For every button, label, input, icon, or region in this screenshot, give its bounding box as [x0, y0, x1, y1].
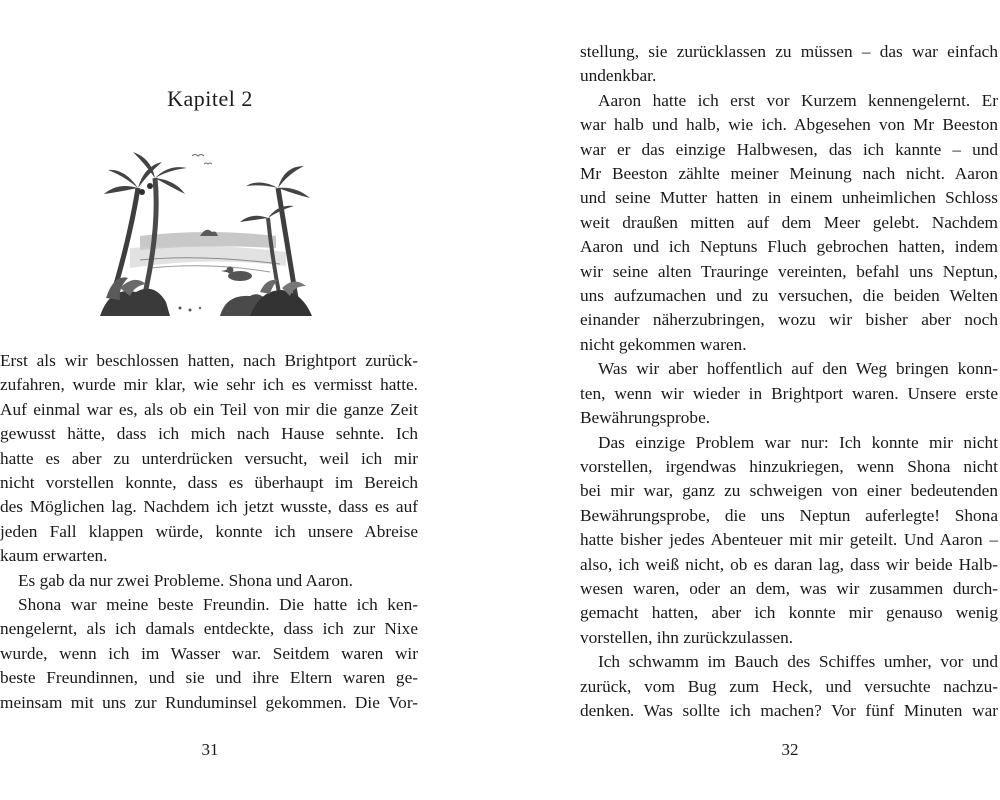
text-line: beste Freundinnen, und sie und ihre Eltern waren ge-	[0, 668, 418, 688]
paragraph	[0, 349, 418, 569]
text-line: uns aufzumachen und zu versuchen, die beiden Welten	[580, 286, 998, 306]
text-line: gemacht hatten, aber ich konnte mir genauso wenig	[580, 603, 998, 623]
text-line: undenkbar.	[580, 66, 657, 86]
text-line: gewusst hätte, dass ich mich nach Hause sehnte. Ich	[0, 424, 418, 444]
text-line: des Möglichen lag. Nachdem ich jetzt wusste, dass es auf	[0, 497, 418, 517]
paragraph	[580, 650, 998, 723]
text-line: jeden Fall klappen würde, konnte ich unsere Abreise	[0, 521, 418, 541]
text-line: denken. Was sollte ich machen? Vor fünf Minuten war	[580, 700, 998, 720]
text-line: ten, wenn wir wieder in Brightport waren. Unsere erste	[580, 383, 998, 403]
paragraph	[580, 40, 998, 89]
text-line: Mr Beeston zählte meiner Meinung nach nicht. Aaron	[580, 164, 998, 184]
text-line: bei mir war, ganz zu schweigen von einer bedeutenden	[580, 481, 998, 501]
text-line: meinsam mit uns zur Runduminsel gekommen. Die Vor-	[0, 692, 418, 712]
text-line: also, ich weiß nicht, ob es daran lag, dass wir beide Halb-	[580, 554, 998, 574]
tropical-beach-illustration-icon	[100, 148, 316, 316]
text-line: hatte es aber zu unterdrücken versucht, weil ich mir	[0, 448, 418, 468]
text-line: Bewährungsprobe, die uns Neptun auferlegte! Shona	[580, 505, 998, 525]
page-number: 32	[781, 740, 799, 759]
paragraph	[580, 357, 998, 430]
text-line: stellung, sie zurücklassen zu müssen – das war einfach	[580, 42, 998, 61]
text-line: Ich schwamm im Bauch des Schiffes umher, vor und	[598, 652, 998, 672]
left-page-body-text	[0, 349, 418, 715]
paragraph	[0, 569, 418, 593]
paragraph	[580, 431, 998, 651]
text-line: Erst als wir beschlossen hatten, nach Brightport zurück-	[0, 351, 418, 370]
paragraph	[0, 593, 418, 715]
page-number: 31	[201, 740, 219, 759]
paragraph	[580, 89, 998, 357]
chapter-title: Kapitel 2	[167, 86, 253, 111]
text-line: nicht gekommen waren.	[580, 334, 747, 354]
text-line: einander näherzubringen, wozu wir bisher aber noch	[580, 310, 998, 330]
right-page	[580, 0, 1000, 800]
text-line: wir seine alten Trauringe vereinten, befahl uns Neptun,	[580, 261, 998, 281]
text-line: Aaron und ich Neptuns Fluch gebrochen hatten, indem	[580, 237, 998, 257]
text-line: war halb und halb, wie ich. Abgesehen von Mr Beeston	[580, 115, 998, 135]
text-line: hatte bisher jedes Abenteuer mit mir geteilt. Und Aaron –	[580, 530, 998, 550]
left-page	[0, 0, 420, 800]
text-line: Shona war meine beste Freundin. Die hatte ich ken-	[18, 595, 418, 615]
text-line: und seine Mutter hatten in einem unheimlichen Schloss	[580, 188, 998, 208]
text-line: Aaron hatte ich erst vor Kurzem kennengelernt. Er	[598, 90, 998, 110]
text-line: nicht vorstellen konnte, dass es überhaupt im Bereich	[0, 473, 418, 493]
text-line: wurde, wenn ich im Wasser war. Seitdem waren wir	[0, 643, 418, 663]
text-line: Bewährungsprobe.	[580, 408, 711, 428]
right-page-body-text	[580, 40, 998, 723]
text-line: kaum erwarten.	[0, 546, 108, 566]
text-line: Es gab da nur zwei Probleme. Shona und Aaron.	[18, 570, 353, 590]
text-line: war er das einzige Halbwesen, das ich kannte – und	[580, 139, 998, 159]
text-line: Das einzige Problem war nur: Ich konnte mir nicht	[598, 432, 998, 452]
text-line: weit draußen mitten auf dem Meer gelebt. Nachdem	[580, 212, 998, 232]
text-line: Auf einmal war es, als ob ein Teil von mir die ganze Zeit	[0, 399, 418, 419]
text-line: vorstellen, irgendwas hinzukriegen, wenn Shona nicht	[580, 456, 998, 476]
text-line: zufahren, wurde mir klar, wie sehr ich es vermisst hatte.	[0, 375, 418, 395]
text-line: wesen waren, oder an dem, was wir zusammen durch-	[580, 578, 998, 598]
text-line: vorstellen, ihn zurückzulassen.	[580, 627, 794, 647]
text-line: Was wir aber hoffentlich auf den Weg bringen konn-	[598, 359, 998, 379]
text-line: zurück, vom Bug zum Heck, und versuchte nachzu-	[580, 676, 998, 696]
text-line: nengelernt, als ich damals entdeckte, dass ich zur Nixe	[0, 619, 418, 639]
